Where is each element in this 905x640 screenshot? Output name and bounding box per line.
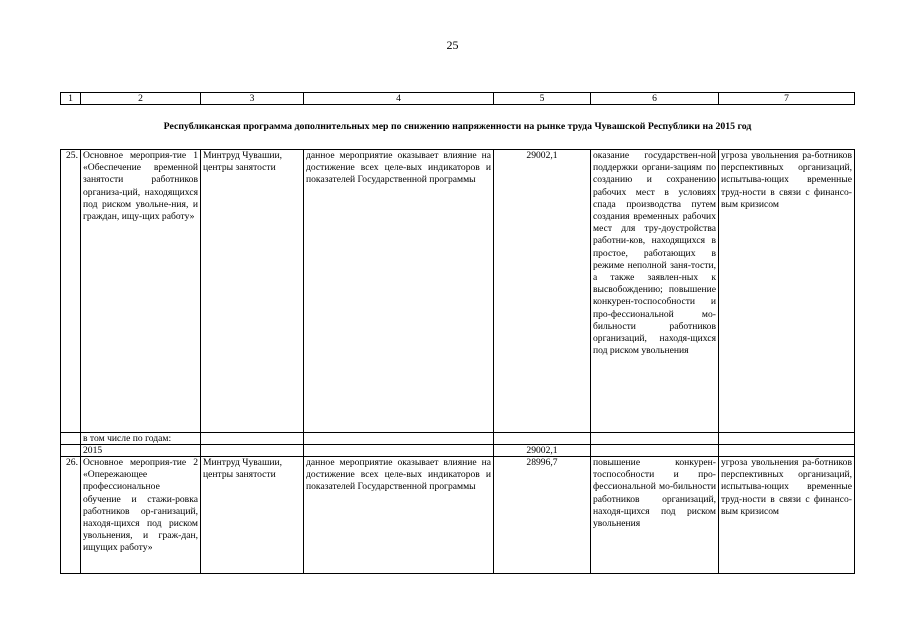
- row-number: 26.: [61, 457, 81, 574]
- influence: данное мероприятие оказывает влияние на достижение всех целе-вых индикаторов и показателей Государственной программы: [304, 150, 494, 433]
- row-number: 25.: [61, 150, 81, 433]
- year: 2015: [81, 445, 201, 457]
- result: оказание государствен-ной поддержки органи-зациям по созданию и сохранению рабочих мест в условиях спада производства путем создания временных рабочих мест для тру-доустройства работни-ков, находящихся в простое, работающих в режиме неполной заня-тости, а также заявлен-ных к высвобождению; повышение конкурен-тоспособности и про-фессиональной мо-бильности работников организаций, находя-щихся под риском увольнения: [591, 150, 719, 433]
- section-title: Республиканская программа дополнительных мер по снижению напряженности на рынке труда Чувашской Республики на 2015 год: [61, 105, 855, 150]
- column-number: 4: [304, 93, 494, 105]
- column-number-row: [61, 93, 855, 105]
- table-row: [61, 457, 855, 574]
- table-row: [61, 445, 855, 457]
- influence: данное мероприятие оказывает влияние на достижение всех целе-вых индикаторов и показателей Государственной программы: [304, 457, 494, 574]
- section-title-row: [61, 105, 855, 150]
- program-table: [60, 92, 855, 574]
- executor: Минтруд Чувашии, центры занятости: [201, 457, 304, 574]
- event-name: Основное мероприя-тие 1 «Обеспечение временной занятости работников организа-ций, находящихся под риском увольне-ния, и граждан, ищу-щих работу»: [81, 150, 201, 433]
- amount: 29002,1: [494, 150, 591, 433]
- risk: угроза увольнения ра-ботников перспективных организаций, испытыва-ющих временные труд-ности в связи с финансо-вым кризисом: [719, 457, 855, 574]
- year-amount: 29002,1: [494, 445, 591, 457]
- by-years-label: в том числе по годам:: [81, 433, 201, 445]
- page-number: 25: [446, 38, 459, 52]
- column-number: 1: [61, 93, 81, 105]
- executor: Минтруд Чувашии, центры занятости: [201, 150, 304, 433]
- risk: угроза увольнения ра-ботников перспективных организаций, испытыва-ющих временные труд-ности в связи с финансо-вым кризисом: [719, 150, 855, 433]
- column-number: 5: [494, 93, 591, 105]
- column-number: 2: [81, 93, 201, 105]
- table-row: [61, 150, 855, 433]
- result: повышение конкурен-тоспособности и про-фессиональной мо-бильности работников организаций, находя-щихся под риском увольнения: [591, 457, 719, 574]
- column-number: 6: [591, 93, 719, 105]
- column-number: 3: [201, 93, 304, 105]
- amount: 28996,7: [494, 457, 591, 574]
- column-number: 7: [719, 93, 855, 105]
- table-row: [61, 433, 855, 445]
- event-name: Основное мероприя-тие 2 «Опережающее профессиональное обучение и стажи-ровка работников ор-ганизаций, находя-щихся под риском увольнения, и граж-дан, ищущих работу»: [81, 457, 201, 574]
